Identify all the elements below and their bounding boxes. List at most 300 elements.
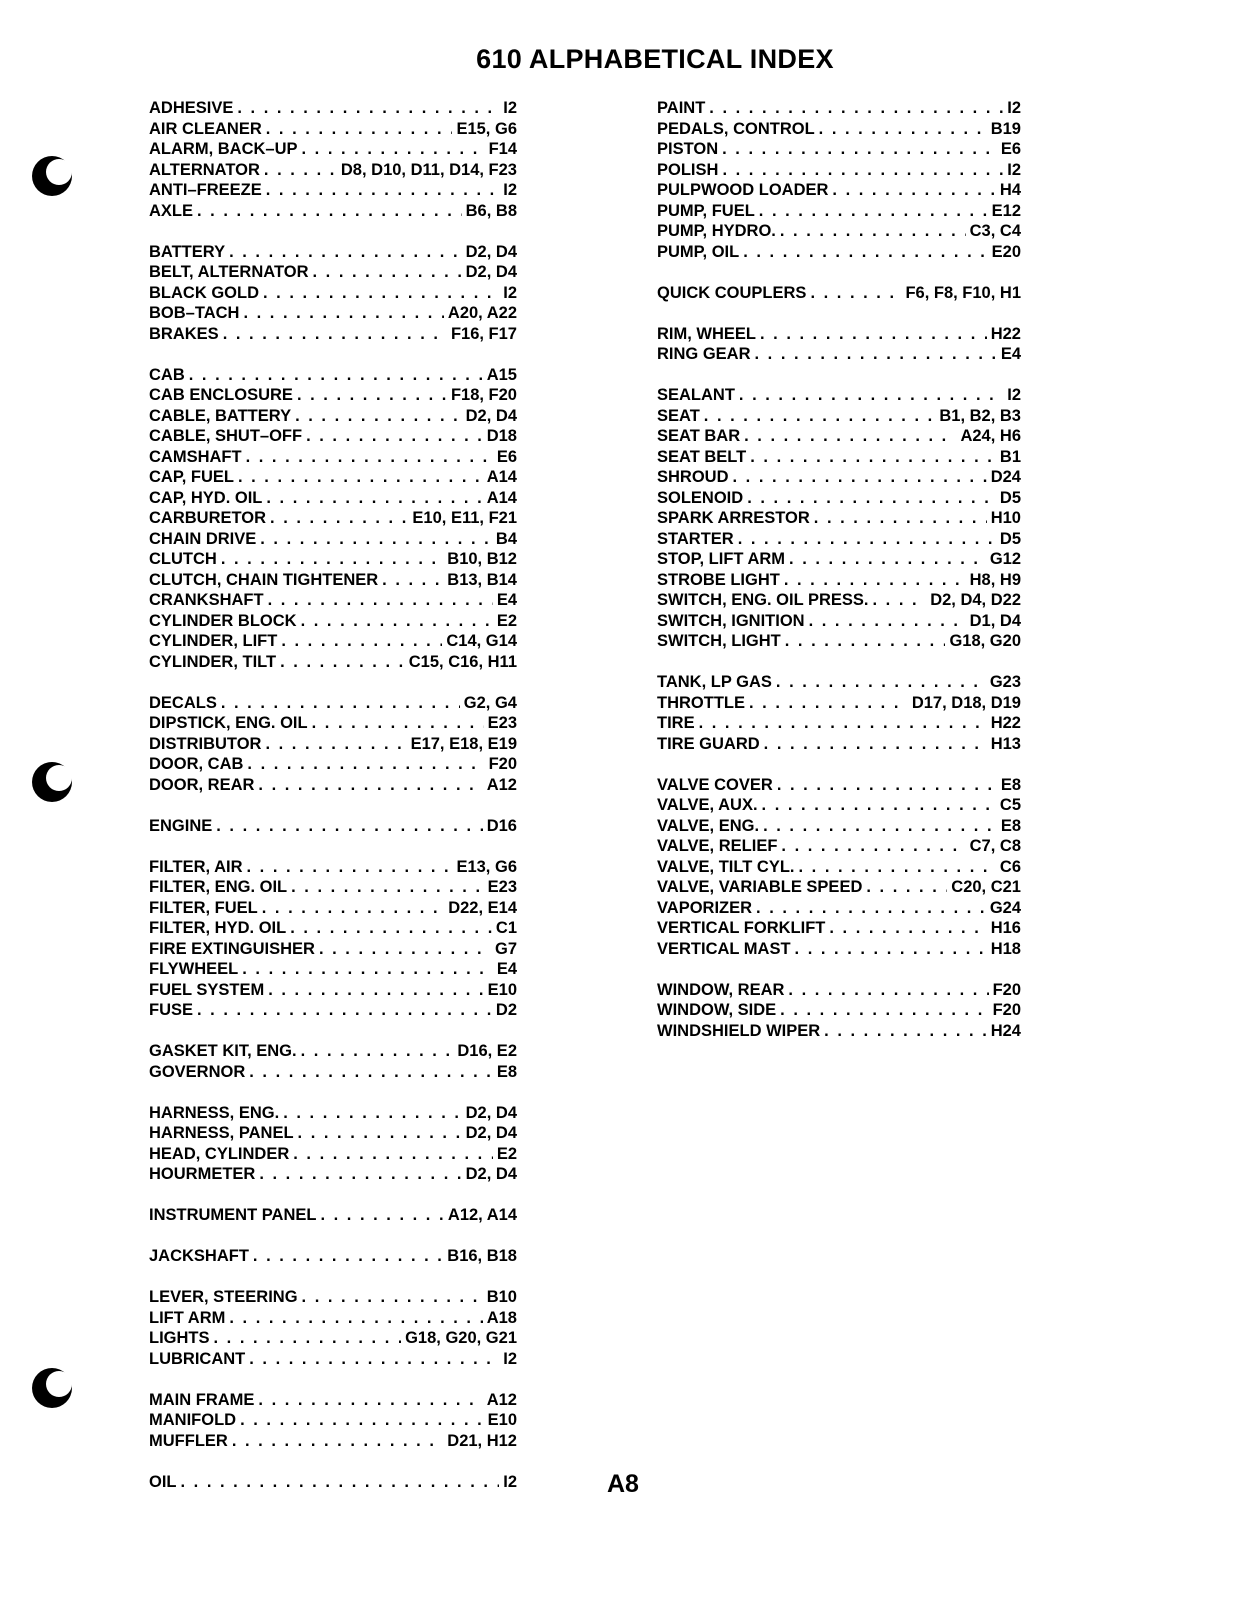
index-page-ref: D16, E2 <box>457 1042 517 1060</box>
index-term: CYLINDER BLOCK <box>149 611 297 630</box>
index-entry <box>657 508 1021 529</box>
index-term: SWITCH, LIGHT <box>657 632 781 650</box>
binder-hole-icon <box>30 152 78 200</box>
dot-leader <box>759 201 988 222</box>
index-entry <box>657 980 1021 1001</box>
index-term: LIGHTS <box>149 1329 210 1347</box>
index-entry <box>657 139 1021 160</box>
dot-leader <box>750 447 996 468</box>
index-term: CARBURETOR <box>149 509 267 527</box>
index-term: OIL <box>149 1472 177 1491</box>
index-group <box>149 1041 517 1082</box>
dot-leader <box>181 1472 500 1493</box>
index-page-ref: E8 <box>1000 816 1021 835</box>
dot-leader <box>795 939 987 960</box>
dot-leader <box>216 816 482 837</box>
index-term: STROBE LIGHT <box>657 570 780 589</box>
index-term: BOB–TACH <box>149 304 240 322</box>
dot-leader <box>249 1062 493 1083</box>
dot-leader <box>293 1144 493 1165</box>
index-term: FILTER, FUEL <box>149 898 258 917</box>
dot-leader <box>755 344 997 365</box>
index-term: TIRE <box>657 714 695 732</box>
index-page-ref: I2 <box>1007 386 1021 404</box>
index-term: CABLE, BATTERY <box>149 406 292 425</box>
index-page-ref: E12 <box>991 201 1021 220</box>
index-group <box>657 98 1021 262</box>
index-term: FILTER, HYD. OIL <box>149 919 287 937</box>
index-entry <box>657 385 1021 406</box>
dot-leader <box>313 262 462 283</box>
dot-leader <box>260 529 492 550</box>
index-page-ref: G23 <box>989 673 1021 691</box>
index-term: DOOR, CAB <box>149 755 244 773</box>
dot-leader <box>197 1000 492 1021</box>
index-page-ref: F20 <box>992 1001 1021 1019</box>
index-page-ref: D5 <box>999 488 1021 507</box>
index-term: VALVE, VARIABLE SPEED <box>657 878 863 896</box>
dot-leader <box>777 775 997 796</box>
index-page-ref: H10 <box>990 509 1021 527</box>
index-page-ref: E10 <box>487 980 517 999</box>
dot-leader <box>258 775 482 796</box>
index-page-ref: B13, B14 <box>447 570 517 589</box>
index-entry <box>657 447 1021 468</box>
index-entry <box>657 631 1021 652</box>
index-page-ref: C7, C8 <box>969 837 1021 855</box>
index-entry <box>149 693 517 714</box>
dot-leader <box>709 98 1003 119</box>
index-page-ref: G24 <box>989 898 1021 917</box>
dot-leader <box>214 1328 402 1349</box>
index-term: DIPSTICK, ENG. OIL <box>149 714 308 732</box>
index-entry <box>657 242 1021 263</box>
index-term: FLYWHEEL <box>149 960 239 978</box>
index-term: GASKET KIT, ENG. <box>149 1042 297 1060</box>
dot-leader <box>263 283 499 304</box>
index-entry <box>149 1000 517 1021</box>
dot-leader <box>246 447 493 468</box>
index-term: QUICK COUPLERS <box>657 283 807 302</box>
page-number: A8 <box>607 1470 639 1498</box>
index-page-ref: E2 <box>496 611 517 630</box>
index-page-ref: D2, D4 <box>465 1124 517 1142</box>
dot-leader <box>247 857 453 878</box>
index-entry <box>149 1041 517 1062</box>
index-page-ref: D22, E14 <box>448 898 517 917</box>
dot-leader <box>319 939 491 960</box>
index-entry <box>657 201 1021 222</box>
index-term: RIM, WHEEL <box>657 324 756 343</box>
index-page-ref: B10 <box>486 1288 517 1306</box>
dot-leader <box>238 467 483 488</box>
index-page-ref: A12 <box>486 1390 517 1409</box>
index-term: CAMSHAFT <box>149 447 242 466</box>
index-term: MAIN FRAME <box>149 1390 255 1409</box>
dot-leader <box>785 631 946 652</box>
index-group <box>657 385 1021 652</box>
index-entry <box>657 672 1021 693</box>
index-group <box>149 1103 517 1185</box>
index-entry <box>149 1103 517 1124</box>
index-page-ref: D21, H12 <box>447 1431 517 1450</box>
index-page-ref: H16 <box>990 919 1021 937</box>
dot-leader <box>265 734 406 755</box>
dot-leader <box>824 1021 987 1042</box>
index-entry <box>657 283 1021 304</box>
index-entry <box>657 590 1021 611</box>
dot-leader <box>780 1000 988 1021</box>
dot-leader <box>809 611 966 632</box>
index-page-ref: F20 <box>992 980 1021 999</box>
index-term: SEAT <box>657 406 700 425</box>
index-term: MANIFOLD <box>149 1411 237 1429</box>
index-page-ref: G12 <box>989 550 1021 568</box>
index-page-ref: E15, G6 <box>456 119 517 138</box>
index-term: VERTICAL FORKLIFT <box>657 919 826 937</box>
index-page-ref: E13, G6 <box>456 857 517 876</box>
dot-leader <box>268 590 493 611</box>
index-page-ref: B10, B12 <box>447 550 517 568</box>
dot-leader <box>743 242 987 263</box>
index-entry <box>149 549 517 570</box>
index-group <box>149 857 517 1021</box>
index-term: BRAKES <box>149 324 219 343</box>
index-page-ref: H22 <box>990 324 1021 343</box>
index-group <box>657 672 1021 754</box>
index-term: PAINT <box>657 99 706 117</box>
dot-leader <box>240 1410 484 1431</box>
index-entry <box>149 426 517 447</box>
dot-leader <box>281 631 442 652</box>
dot-leader <box>264 160 337 181</box>
index-page-ref: A24, H6 <box>960 427 1021 445</box>
dot-leader <box>266 119 453 140</box>
dot-leader <box>301 611 493 632</box>
dot-leader <box>747 488 996 509</box>
index-page-ref: B1 <box>999 447 1021 466</box>
index-entry <box>657 775 1021 796</box>
index-entry <box>149 119 517 140</box>
index-term: HEAD, CYLINDER <box>149 1144 290 1163</box>
index-entry <box>149 180 517 201</box>
index-page-ref: C1 <box>495 919 517 937</box>
index-term: STARTER <box>657 529 734 548</box>
index-term: JACKSHAFT <box>149 1247 249 1265</box>
index-page-ref: E23 <box>487 714 517 732</box>
dot-leader <box>699 713 987 734</box>
index-entry <box>149 283 517 304</box>
index-entry <box>149 1472 517 1493</box>
dot-leader <box>776 672 986 693</box>
index-term: CLUTCH <box>149 550 217 568</box>
index-term: FUSE <box>149 1001 194 1019</box>
index-entry <box>657 324 1021 345</box>
index-term: TANK, LP GAS <box>657 673 772 691</box>
dot-leader <box>232 1431 443 1452</box>
index-page-ref: D1, D4 <box>969 611 1021 630</box>
dot-leader <box>221 549 443 570</box>
index-page-ref: D2 <box>495 1001 517 1019</box>
index-term: DECALS <box>149 693 217 712</box>
index-term: CRANKSHAFT <box>149 591 264 609</box>
index-entry <box>149 1205 517 1226</box>
index-entry <box>149 898 517 919</box>
dot-leader <box>290 918 492 939</box>
index-entry <box>657 693 1021 714</box>
dot-leader <box>814 508 987 529</box>
dot-leader <box>722 139 997 160</box>
index-term: CYLINDER, TILT <box>149 652 277 671</box>
dot-leader <box>819 119 987 140</box>
index-term: LEVER, STEERING <box>149 1288 298 1306</box>
index-term: FIRE EXTINGUISHER <box>149 939 315 958</box>
dot-leader <box>266 180 499 201</box>
index-entry <box>149 508 517 529</box>
index-entry <box>149 1349 517 1370</box>
index-page-ref: F14 <box>488 140 517 158</box>
index-entry <box>657 467 1021 488</box>
index-page-ref: H8, H9 <box>969 570 1021 589</box>
index-entry <box>149 1144 517 1165</box>
index-entry <box>657 549 1021 570</box>
dot-leader <box>302 139 485 160</box>
index-page-ref: D16 <box>486 816 517 835</box>
index-term: CHAIN DRIVE <box>149 529 257 548</box>
dot-leader <box>832 180 995 201</box>
index-term: DOOR, REAR <box>149 775 255 794</box>
dot-leader <box>221 693 460 714</box>
index-page-ref: H22 <box>990 714 1021 732</box>
index-entry <box>149 754 517 775</box>
index-term: CYLINDER, LIFT <box>149 632 278 650</box>
index-entry <box>149 631 517 652</box>
index-term: AXLE <box>149 201 194 220</box>
dot-leader <box>810 283 901 304</box>
dot-leader <box>788 980 988 1001</box>
index-term: WINDOW, SIDE <box>657 1001 777 1019</box>
index-entry <box>657 570 1021 591</box>
index-page-ref: A18 <box>486 1308 517 1327</box>
binder-hole-icon <box>30 1364 78 1412</box>
dot-leader <box>738 529 996 550</box>
index-entry <box>657 98 1021 119</box>
index-entry <box>149 1308 517 1329</box>
index-page-ref: F18, F20 <box>450 386 517 404</box>
index-page-ref: C3, C4 <box>969 222 1021 240</box>
dot-leader <box>780 221 966 242</box>
index-page-ref: F6, F8, F10, H1 <box>905 283 1021 302</box>
index-page-ref: G7 <box>494 939 517 958</box>
index-entry <box>657 406 1021 427</box>
index-group <box>657 324 1021 365</box>
dot-leader <box>799 857 996 878</box>
index-page-ref: D2, D4 <box>465 1103 517 1122</box>
index-page-ref: E4 <box>496 591 517 609</box>
index-entry <box>149 1431 517 1452</box>
index-term: CLUTCH, CHAIN TIGHTENER <box>149 570 379 589</box>
index-page-ref: D18 <box>486 427 517 445</box>
index-page-ref: E4 <box>496 960 517 978</box>
index-page-ref: F20 <box>488 755 517 773</box>
index-term: THROTTLE <box>657 693 745 712</box>
index-entry <box>149 467 517 488</box>
dot-leader <box>268 980 483 1001</box>
index-group <box>657 283 1021 304</box>
dot-leader <box>739 385 1003 406</box>
index-page-ref: B19 <box>990 119 1021 138</box>
dot-leader <box>262 898 444 919</box>
index-term: VAPORIZER <box>657 898 753 917</box>
dot-leader <box>762 795 996 816</box>
index-term: SEAT BAR <box>657 427 741 445</box>
index-group <box>149 1390 517 1452</box>
index-entry <box>657 611 1021 632</box>
dot-leader <box>266 488 482 509</box>
dot-leader <box>253 1246 443 1267</box>
index-entry <box>657 836 1021 857</box>
index-term: BATTERY <box>149 242 226 261</box>
index-entry <box>657 180 1021 201</box>
index-entry <box>149 406 517 427</box>
index-term: FILTER, AIR <box>149 857 243 876</box>
dot-leader <box>756 898 986 919</box>
index-entry <box>149 303 517 324</box>
dot-leader <box>298 1123 462 1144</box>
index-term: LIFT ARM <box>149 1308 226 1327</box>
index-entry <box>149 1287 517 1308</box>
index-entry <box>149 262 517 283</box>
index-entry <box>657 119 1021 140</box>
index-term: HARNESS, ENG. <box>149 1103 280 1122</box>
index-term: CAB ENCLOSURE <box>149 386 293 404</box>
index-entry <box>657 488 1021 509</box>
index-page-ref: A14 <box>486 488 517 507</box>
index-term: PISTON <box>657 140 719 158</box>
index-term: ADHESIVE <box>149 99 234 117</box>
index-entry <box>149 1123 517 1144</box>
dot-leader <box>229 1308 482 1329</box>
index-term: CABLE, SHUT–OFF <box>149 427 303 445</box>
index-entry <box>149 775 517 796</box>
binder-hole-icon <box>30 758 78 806</box>
index-term: CAP, HYD. OIL <box>149 488 263 507</box>
index-page-ref: C6 <box>999 857 1021 876</box>
index-page-ref: A14 <box>486 468 517 486</box>
index-page-ref: D8, D10, D11, D14, F23 <box>340 160 517 179</box>
index-entry <box>149 877 517 898</box>
index-entry <box>149 1164 517 1185</box>
index-term: SOLENOID <box>657 488 744 507</box>
index-page-ref: C14, G14 <box>446 632 517 650</box>
index-page-ref: I2 <box>1007 99 1021 117</box>
dot-leader <box>760 324 987 345</box>
index-page-ref: E8 <box>496 1062 517 1081</box>
index-term: SWITCH, IGNITION <box>657 611 805 630</box>
index-term: SEALANT <box>657 386 735 404</box>
dot-leader <box>781 836 965 857</box>
dot-leader <box>872 590 926 611</box>
dot-leader <box>744 426 956 447</box>
index-term: INSTRUMENT PANEL <box>149 1206 317 1224</box>
index-page-ref: E4 <box>1000 345 1021 363</box>
index-page-ref: A20, A22 <box>447 304 517 322</box>
index-page-ref: B4 <box>495 529 517 548</box>
index-entry <box>657 918 1021 939</box>
index-column-right <box>657 98 1021 1062</box>
index-term: HARNESS, PANEL <box>149 1124 294 1142</box>
index-term: BLACK GOLD <box>149 283 259 302</box>
index-entry <box>149 713 517 734</box>
index-entry <box>149 160 517 181</box>
index-page-ref: I2 <box>503 283 517 302</box>
dot-leader <box>259 1164 461 1185</box>
dot-leader <box>237 98 499 119</box>
dot-leader <box>197 201 462 222</box>
index-page-ref: D24 <box>990 468 1021 486</box>
index-group <box>149 365 517 673</box>
dot-leader <box>382 570 443 591</box>
dot-leader <box>280 652 405 673</box>
index-term: ANTI–FREEZE <box>149 181 262 199</box>
dot-leader <box>722 160 1003 181</box>
index-term: TIRE GUARD <box>657 734 760 753</box>
dot-leader <box>229 242 462 263</box>
index-entry <box>149 365 517 386</box>
index-entry <box>149 1390 517 1411</box>
index-page-ref: I2 <box>503 1472 517 1491</box>
dot-leader <box>312 713 484 734</box>
dot-leader <box>243 303 443 324</box>
index-entry <box>149 611 517 632</box>
index-page-ref: I2 <box>503 1349 517 1368</box>
index-page-ref: D2, D4, D22 <box>930 591 1021 609</box>
index-page-ref: E2 <box>496 1144 517 1163</box>
index-entry <box>657 857 1021 878</box>
index-term: BELT, ALTERNATOR <box>149 263 309 281</box>
index-term: CAB <box>149 365 185 384</box>
index-entry <box>149 529 517 550</box>
index-entry <box>657 426 1021 447</box>
index-term: PUMP, FUEL <box>657 201 755 220</box>
index-page-ref: H13 <box>990 734 1021 753</box>
index-term: HOURMETER <box>149 1165 256 1183</box>
index-entry <box>149 1246 517 1267</box>
index-page-ref: E8 <box>1000 775 1021 794</box>
index-entry <box>149 857 517 878</box>
dot-leader <box>297 385 447 406</box>
index-page-ref: A12, A14 <box>447 1206 517 1224</box>
index-term: RING GEAR <box>657 345 751 363</box>
index-term: VALVE, TILT CYL. <box>657 857 795 876</box>
index-term: PEDALS, CONTROL <box>657 119 815 138</box>
index-term: VALVE, AUX. <box>657 796 758 814</box>
index-entry <box>149 734 517 755</box>
dot-leader <box>242 959 493 980</box>
index-page-ref: D2, D4 <box>465 1165 517 1183</box>
index-term: WINDOW, REAR <box>657 980 785 999</box>
index-page-ref: E17, E18, E19 <box>410 734 517 753</box>
dot-leader <box>283 1103 461 1124</box>
index-page-ref: I2 <box>1007 160 1021 179</box>
index-term: PUMP, OIL <box>657 242 740 261</box>
index-page-ref: H24 <box>990 1021 1021 1040</box>
index-page-ref: D17, D18, D19 <box>911 693 1021 712</box>
index-term: AIR CLEANER <box>149 119 262 138</box>
index-term: SWITCH, ENG. OIL PRESS. <box>657 591 869 609</box>
index-entry <box>657 1021 1021 1042</box>
index-page-ref: E23 <box>487 878 517 896</box>
